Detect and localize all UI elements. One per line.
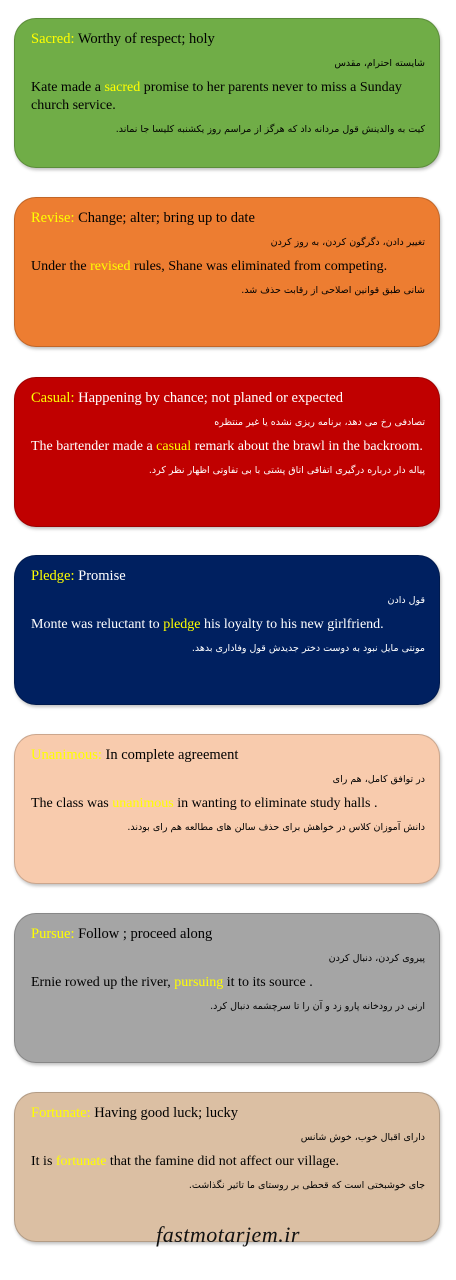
english-definition: Follow ; proceed along bbox=[74, 926, 213, 942]
word-separator: : bbox=[70, 31, 75, 47]
persian-translation: دانش آموزان کلاس در خواهش برای حذف سالن های مطالعه هم رای بودند. bbox=[127, 822, 425, 833]
vocab-word: Sacred bbox=[31, 31, 71, 47]
sentence-keyword: pursuing bbox=[174, 975, 224, 990]
sentence-keyword: pledge bbox=[163, 617, 201, 632]
persian-definition: دارای اقبال خوب، خوش شانس bbox=[300, 1132, 425, 1143]
sentence-keyword: revised bbox=[90, 259, 131, 274]
footer-watermark: fastmotarjem.ir bbox=[156, 1222, 300, 1247]
persian-definition: پیروی کردن، دنبال کردن bbox=[328, 953, 425, 964]
sentence-pre: Ernie rowed up the river, bbox=[31, 975, 175, 990]
card-heading bbox=[31, 924, 425, 944]
persian-translation: ارنی در رودخانه پارو زد و آن را تا سرچشمه دنبال کرد. bbox=[210, 1001, 425, 1012]
word-separator: : bbox=[86, 1105, 91, 1121]
word-separator: : bbox=[70, 210, 75, 226]
sentence-post: his loyalty to his new girlfriend. bbox=[200, 617, 384, 632]
card-heading bbox=[31, 566, 425, 586]
word-separator: : bbox=[97, 747, 102, 763]
persian-definition: در توافق کامل، هم رای bbox=[332, 774, 425, 785]
sentence-post: that the famine did not affect our village. bbox=[106, 1154, 340, 1169]
english-definition: Happening by chance; not planed or expected bbox=[74, 390, 344, 406]
sentence-post: in wanting to eliminate study halls . bbox=[173, 796, 378, 811]
persian-translation: کیت به والدینش قول مردانه داد که هرگز از مراسم روز یکشنبه کلیسا جا نماند. bbox=[115, 124, 425, 135]
word-separator: : bbox=[70, 926, 75, 942]
example-sentence bbox=[31, 1153, 425, 1171]
card-heading bbox=[31, 1103, 425, 1123]
card-heading bbox=[31, 208, 425, 228]
vocabulary-card bbox=[14, 197, 440, 347]
sentence-keyword: unanimous bbox=[112, 796, 174, 811]
persian-definition: تغییر دادن، دگرگون کردن، به روز کردن bbox=[270, 237, 425, 248]
persian-definition: شایسته احترام، مقدس bbox=[334, 58, 425, 69]
sentence-keyword: fortunate bbox=[55, 1154, 107, 1169]
sentence-pre: Monte was reluctant to bbox=[31, 617, 164, 632]
sentence-pre: Kate made a bbox=[31, 80, 105, 95]
sentence-pre: The class was bbox=[31, 796, 113, 811]
sentence-post: rules, Shane was eliminated from competing. bbox=[130, 259, 388, 274]
example-sentence bbox=[31, 79, 425, 115]
sentence-pre: Under the bbox=[31, 259, 91, 274]
example-sentence bbox=[31, 258, 425, 276]
persian-definition: تصادفی رخ می دهد، برنامه ریزی نشده یا غیر منتظره bbox=[214, 417, 425, 428]
persian-translation: شانی طبق قوانین اصلاحی از رقابت حذف شد. bbox=[241, 285, 425, 296]
sentence-pre: It is bbox=[31, 1154, 56, 1169]
persian-definition: قول دادن bbox=[387, 595, 425, 606]
persian-translation: پیاله دار درباره درگیری اتفاقی اتاق پشتی با بی تفاوتی اظهار نظر کرد. bbox=[148, 465, 425, 476]
card-heading bbox=[31, 29, 425, 49]
english-definition: In complete agreement bbox=[101, 747, 239, 763]
vocabulary-card bbox=[14, 18, 440, 168]
sentence-keyword: casual bbox=[156, 439, 192, 454]
vocabulary-card bbox=[14, 734, 440, 884]
vocabulary-card bbox=[14, 913, 440, 1063]
english-definition: Change; alter; bring up to date bbox=[74, 210, 255, 226]
persian-translation: جای خوشبختی است که قحطی بر روستای ما تاثیر نگذاشت. bbox=[188, 1180, 425, 1191]
card-heading bbox=[31, 745, 425, 765]
sentence-post: promise to her parents never to miss a Sunday church service. bbox=[31, 80, 402, 113]
english-definition: Promise bbox=[74, 568, 126, 584]
persian-translation: مونتی مایل نبود به دوست دختر جدیدش قول وفاداری بدهد. bbox=[191, 643, 425, 654]
word-separator: : bbox=[70, 390, 75, 406]
example-sentence bbox=[31, 974, 425, 992]
vocabulary-card bbox=[14, 555, 440, 705]
english-definition: Having good luck; lucky bbox=[90, 1105, 239, 1121]
word-separator: : bbox=[70, 568, 75, 584]
example-sentence bbox=[31, 616, 425, 634]
vocab-word: Pursue bbox=[31, 926, 71, 942]
sentence-pre: The bartender made a bbox=[31, 439, 157, 454]
example-sentence bbox=[31, 795, 425, 813]
vocab-word: Casual bbox=[31, 390, 71, 406]
sentence-post: it to its source . bbox=[223, 975, 313, 990]
card-heading bbox=[31, 388, 425, 408]
vocab-word: Revise bbox=[31, 210, 71, 226]
vocabulary-card bbox=[14, 377, 440, 527]
example-sentence bbox=[31, 438, 425, 456]
vocabulary-card bbox=[14, 1092, 440, 1242]
vocab-word: Pledge bbox=[31, 568, 71, 584]
vocab-word: Unanimous bbox=[31, 747, 98, 763]
sentence-post: remark about the brawl in the backroom. bbox=[191, 439, 423, 454]
sentence-keyword: sacred bbox=[104, 80, 141, 95]
vocab-word: Fortunate bbox=[31, 1105, 87, 1121]
english-definition: Worthy of respect; holy bbox=[74, 31, 215, 47]
